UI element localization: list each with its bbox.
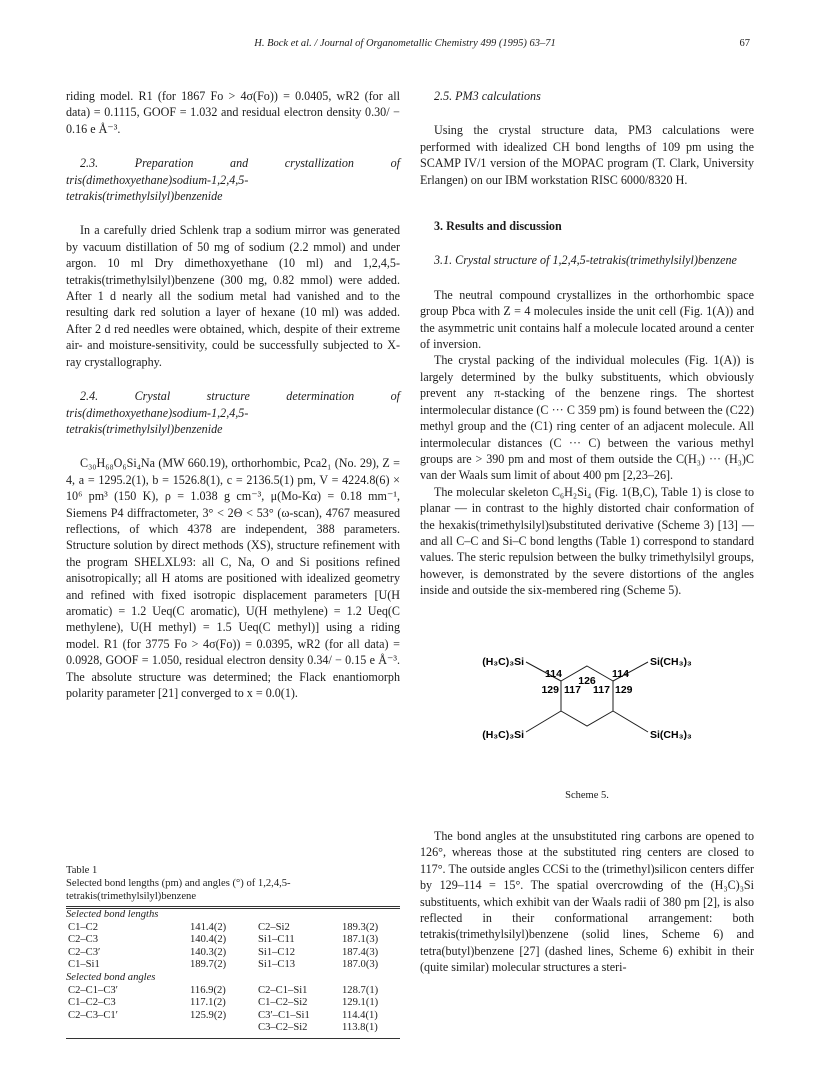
table-cell: 114.4(1) (342, 1009, 378, 1021)
right-column (420, 88, 754, 599)
page-number: 67 (739, 38, 750, 49)
table-cell: 128.7(1) (342, 984, 379, 996)
paragraph-pm3: Using the crystal structure data, PM3 calculations were performed with idealized CH bond lengths of 109 pm using the SCAMP IV/1 version of the MOPAC program (T. Clark, University Erlangen) on our IBM workstation RISC 6000/8320 H. (420, 123, 754, 187)
scheme-caption: Scheme 5. (565, 790, 609, 801)
table-cell: 125.9(2) (190, 1009, 227, 1021)
table-1 (66, 864, 400, 1039)
table-cell (66, 1022, 190, 1035)
table-cell: C2–C1–Si1 (258, 984, 308, 996)
left-column (66, 88, 400, 701)
table-cell: 140.4(2) (190, 934, 227, 946)
angle-label: 126 (578, 675, 596, 687)
benzene-ring-diagram (420, 638, 754, 788)
table-section-angles: Selected bond angles (66, 971, 156, 983)
table-cell: C1–C2 (68, 921, 99, 933)
section-heading-2-3: 2.3. Preparation and crystallization of tris(dimethoxyethane)sodium-1,2,4,5-tetrakis(trimethylsilyl)benzenide (66, 156, 400, 204)
table-cell: C3′–C1–Si1 (258, 1009, 310, 1021)
table-row (66, 1022, 400, 1035)
table-cell (190, 1022, 258, 1035)
table-cell: C2–Si2 (258, 921, 290, 933)
paragraph-molecular-skeleton: The molecular skeleton C₆H₂Si₄ (Fig. 1(B,C), Table 1) is close to planar — in contrast to the highly distorted chair conformation of the hexakis(trimethylsilyl)substituted derivative (Scheme 3) [13] — and all C–C and Si–C bond lengths (Table 1) correspond to standard values. The steric repulsion between the bulky trimethylsilyl groups, however, is demonstrated by the severe distortions of the angles inside and outside the six-membered ring (Scheme 5). (420, 484, 754, 598)
substituent-label: Si(CH₃)₃ (650, 729, 692, 741)
paragraph-preparation: In a carefully dried Schlenk trap a sodium mirror was generated by vacuum distillation of 50 mg of sodium (2.2 mmol) and under argon. 10 ml Dry dimethoxyethane (10 ml) and 1,2,4,5-tetrakis(trimethylsilyl)benzene (300 mg, 0.82 mmol) were added. After 1 d nearly all the sodium metal had vanished and to the resulting dark red solution a layer of hexane (10 ml) was added. After 2 d red needles were obtained, which, despite of their extreme air- and moisture-sensitivity, could be successfully subjected to X-ray crystallography. (66, 223, 400, 369)
table-cell: 189.7(2) (190, 959, 227, 971)
table-title: Table 1 (66, 865, 98, 876)
angle-label: 114 (612, 668, 629, 680)
section-heading-3-1: 3.1. Crystal structure of 1,2,4,5-tetrakis(trimethylsilyl)benzene (434, 253, 737, 268)
table-cell: C2–C1–C3′ (68, 984, 118, 996)
table-cell: 117.1(2) (190, 997, 226, 1009)
angle-label: 114 (545, 668, 562, 680)
angle-label: 117 (564, 684, 581, 696)
substituent-label: (H₃C)₃Si (482, 656, 524, 668)
angle-label: 129 (615, 684, 633, 696)
journal-citation: H. Bock et al. / Journal of Organometallic Chemistry 499 (1995) 63–71 (254, 38, 556, 49)
table-cell: C3–C2–Si2 (258, 1022, 308, 1034)
table-cell: Si1–C12 (258, 946, 296, 958)
table-cell: 187.4(3) (342, 946, 379, 958)
table-row (66, 1010, 400, 1023)
substituent-label: Si(CH₃)₃ (650, 656, 692, 668)
angle-label: 117 (593, 684, 610, 696)
table-cell: 129.1(1) (342, 997, 379, 1009)
table-row (66, 959, 400, 972)
table-cell: 113.8(1) (342, 1022, 378, 1034)
paragraph-neutral-compound: The neutral compound crystallizes in the orthorhombic space group Pbca with Z = 4 molecules inside the unit cell (Fig. 1(A)) and the asymmetric unit contains half a molecule located around a center of inversion. (420, 287, 754, 352)
section-heading-2-4: 2.4. Crystal structure determination of tris(dimethoxyethane)sodium-1,2,4,5-tetrakis(trimethylsilyl)benzenide (66, 389, 400, 436)
paragraph-bond-angles: The bond angles at the unsubstituted ring carbons are opened to 126°, whereas those at the substituted ring centers are closed to 117°. The outside angles CCSi to the (trimethyl)silicon centers differ by 129–114 = 15°. The spatial overcrowding of the (H₃C)₃Si substituents, which exhibit van der Waals radii of 380 pm [2], is also reflected in their conformational arrangement: both tetrakis(trimethylsilyl)benzene (solid lines, Scheme 6) and tetra(butyl)benzene [27] (dashed lines, Scheme 6) exhibit in their (quite similar) molecular structures a steri- (420, 829, 754, 975)
table-cell: C1–Si1 (68, 959, 100, 971)
table-row (66, 997, 400, 1010)
table-caption: Selected bond lengths (pm) and angles (°) of 1,2,4,5-tetrakis(trimethylsilyl)benzene (66, 878, 291, 902)
scheme-5 (420, 638, 754, 820)
table-cell: 187.1(3) (342, 934, 379, 946)
substituent-label: (H₃C)₃Si (482, 729, 524, 741)
table-cell: C2–C3 (68, 934, 99, 946)
table-row (66, 985, 400, 998)
table-section-lengths: Selected bond lengths (66, 909, 159, 920)
paragraph-structure-determination: C₃₀H₆₈O₆Si₄Na (MW 660.19), orthorhombic, Pca2₁ (No. 29), Z = 4, a = 1295.2(1), b = 1526.8(1), c = 2136.5(1) pm, V = 4224.8(6) × 10⁶ pm³ (150 K), ρ = 1.038 g cm⁻³, μ(Mo-Kα) = 0.18 mm⁻¹, Siemens P4 diffractometer, 3° < 2Θ < 53° (ω-scan), 4767 measured reflections, of which 4378 are independent, 388 parameters. Structure solution by direct methods (XS), structure refinement with the program SHELXL93: all C, Na, O and Si positions refined anisotropically; all H atoms are positioned with idealized geometry and refined with fixed isotropic displacement parameters [U(H aromatic) = 1.2 Ueq(C aromatic), U(H methylene) = 1.2 Ueq(C methylene), U(H methyl) = 1.5 Ueq(C methyl)] using a riding model. R1 (for 3775 Fo > 4σ(Fo)) = 0.0395, wR2 (for all data) = 0.0928, GOOF = 1.050, residual electron density 0.34/ − 0.15 e Å⁻³. The absolute structure was determined; the Flack enantiomorph polarity parameter [21] converged to x = 0.0(1). (66, 456, 400, 700)
running-header (60, 38, 750, 54)
section-heading-3: 3. Results and discussion (434, 219, 562, 234)
table-cell: Si1–C11 (258, 934, 295, 946)
table-cell: C1–C2–Si2 (258, 997, 308, 1009)
table-cell: C1–C2–C3 (68, 997, 116, 1009)
right-column-bottom (420, 828, 754, 976)
bond-table (66, 909, 400, 1035)
table-cell: 116.9(2) (190, 984, 226, 996)
table-cell: 140.3(2) (190, 946, 227, 958)
table-cell: C2–C3–C1′ (68, 1009, 118, 1021)
table-cell: 141.4(2) (190, 921, 227, 933)
table-cell: C2–C3′ (68, 946, 101, 958)
section-heading-2-5: 2.5. PM3 calculations (434, 89, 541, 103)
table-row (66, 922, 400, 935)
table-cell: 189.3(2) (342, 921, 379, 933)
table-cell: 187.0(3) (342, 959, 379, 971)
table-row (66, 947, 400, 960)
paragraph-riding-model: riding model. R1 (for 1867 Fo > 4σ(Fo)) = 0.0405, wR2 (for all data) = 0.1115, GOOF = 1.032 and residual electron density 0.30/ − 0.16 e Å⁻³. (66, 89, 400, 136)
paragraph-crystal-packing: The crystal packing of the individual molecules (Fig. 1(A)) is largely determined by the bulky substituents, which obviously prevent any π-stacking of the benzene rings. The shortest intermolecular distance (C ··· C 359 pm) is found between the (C22) methyl group and the (C1) ring center of an adjacent molecule. All intermolecular distances (C ··· C) between the various methyl groups are > 390 pm and most of them outside the C(H₃) ··· (H₃)C van der Waals sum limit of about 400 pm [2,23–26]. (420, 353, 754, 483)
table-cell: Si1–C13 (258, 959, 296, 971)
table-row (66, 934, 400, 947)
angle-label: 129 (541, 684, 559, 696)
